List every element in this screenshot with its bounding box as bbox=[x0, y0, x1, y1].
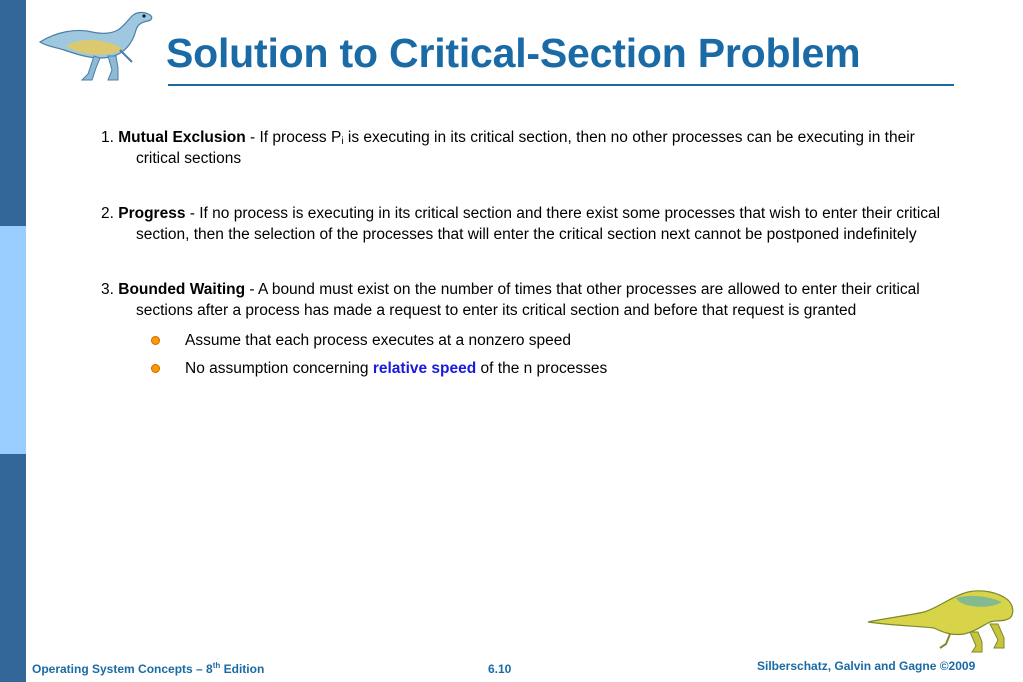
footer-book-title bbox=[32, 662, 264, 676]
item-text-cont: is executing in its critical section, then no other processes can be executing in their critical sections bbox=[136, 129, 915, 167]
item-text: - A bound must exist on the number of times that other processes are allowed to enter their critical sections after a process has made a request to enter its critical section and before that request is granted bbox=[136, 281, 920, 319]
sidebar-segment-top bbox=[0, 0, 26, 226]
dinosaur-logo-icon bbox=[36, 6, 156, 84]
item-term: Progress bbox=[118, 205, 186, 222]
footer-title-sup: th bbox=[212, 661, 221, 670]
item-term: Bounded Waiting bbox=[118, 281, 246, 298]
requirement-progress bbox=[101, 204, 961, 245]
item-subscript: i bbox=[341, 136, 344, 147]
footer-title-text: Operating System Concepts – 8 bbox=[32, 662, 213, 676]
item-number: 3. bbox=[101, 281, 114, 298]
item-term: Mutual Exclusion bbox=[118, 129, 246, 146]
footer-title-suffix: Edition bbox=[220, 662, 265, 676]
sidebar-segment-bottom bbox=[0, 454, 26, 682]
sidebar-segment-middle bbox=[0, 226, 26, 454]
bullet-item bbox=[101, 327, 961, 355]
bullet-text-cont: of the n processes bbox=[476, 360, 608, 377]
footer-page-number: 6.10 bbox=[488, 662, 512, 676]
slide-content bbox=[101, 128, 961, 383]
bullet-text: Assume that each process executes at a nonzero speed bbox=[185, 332, 572, 349]
footer-copyright: Silberschatz, Galvin and Gagne ©2009 bbox=[757, 659, 976, 673]
left-sidebar-band bbox=[0, 0, 26, 682]
bullet-text: No assumption concerning bbox=[185, 360, 373, 377]
item-text: - If process P bbox=[245, 129, 342, 146]
dinosaur-footer-icon bbox=[866, 582, 1016, 654]
item-number: 2. bbox=[101, 205, 114, 222]
item-text: - If no process is executing in its critical section and there exist some processes that wish to enter their critical section, then the selection of the processes that will enter the critical section next cannot be postponed indefinitely bbox=[136, 205, 941, 243]
highlight-relative-speed: relative speed bbox=[372, 360, 477, 377]
title-underline bbox=[168, 84, 954, 86]
orange-bullet-icon bbox=[151, 364, 160, 373]
slide-title: Solution to Critical-Section Problem bbox=[166, 30, 861, 76]
orange-bullet-icon bbox=[151, 336, 160, 345]
bounded-waiting-bullets bbox=[101, 327, 961, 383]
item-number: 1. bbox=[101, 129, 114, 146]
requirement-bounded-waiting bbox=[101, 280, 961, 321]
requirement-mutual-exclusion bbox=[101, 128, 961, 169]
bullet-item bbox=[101, 355, 961, 383]
